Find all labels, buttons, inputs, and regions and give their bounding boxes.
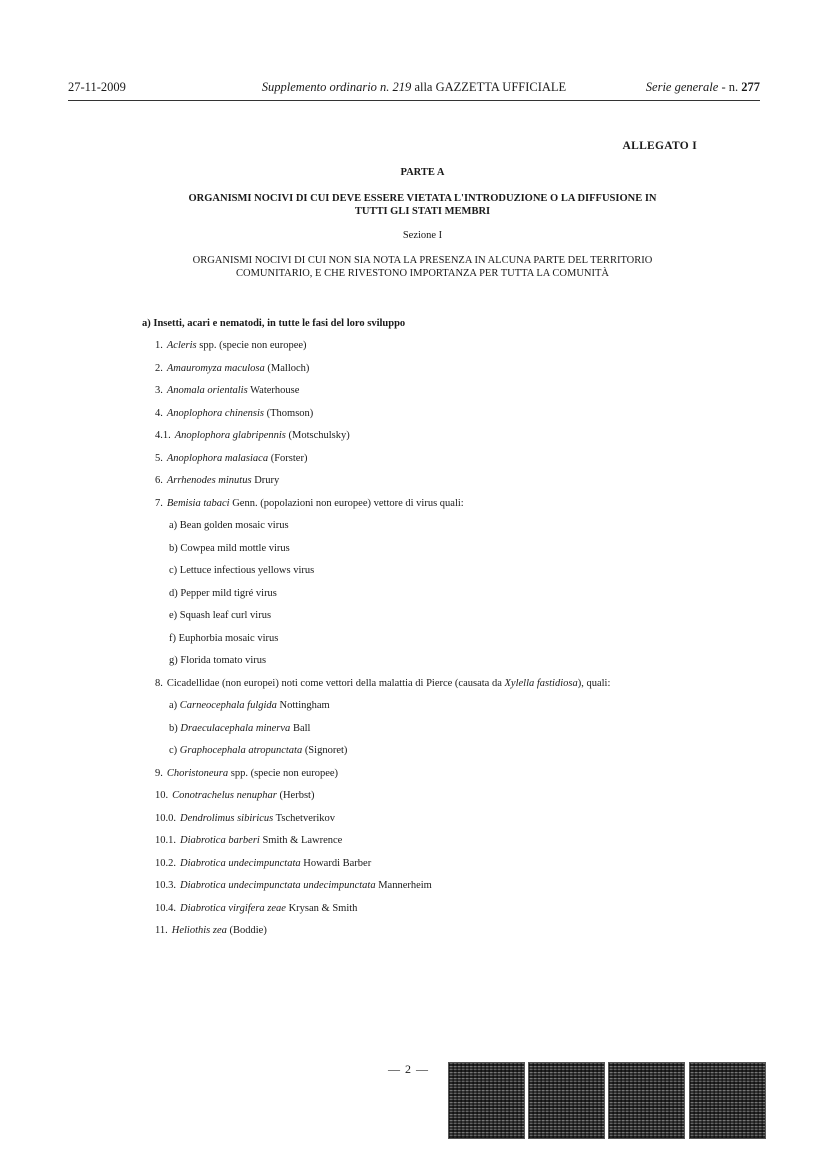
item-text: a) bbox=[169, 700, 180, 711]
list-subitem bbox=[155, 518, 755, 541]
list-subitem bbox=[155, 608, 755, 631]
barcode-image bbox=[528, 1062, 605, 1139]
organism-list bbox=[155, 338, 755, 946]
item-text-rest: Waterhouse bbox=[247, 385, 300, 396]
item-text-rest: spp. (specie non europee) bbox=[228, 767, 339, 779]
item-species-name: Xylella fastidiosa bbox=[504, 677, 578, 689]
list-item bbox=[155, 766, 755, 789]
item-text: g) Florida tomato virus bbox=[169, 655, 267, 666]
item-number: 1. bbox=[155, 340, 163, 351]
header-series bbox=[646, 80, 760, 95]
list-item bbox=[155, 473, 755, 496]
list-item bbox=[155, 676, 755, 699]
item-species-name: Conotrachelus nenuphar bbox=[172, 790, 277, 801]
header-date: 27-11-2009 bbox=[68, 80, 126, 94]
barcode-image bbox=[608, 1062, 685, 1139]
list-item bbox=[155, 923, 755, 946]
item-species-name: Anoplophora chinensis bbox=[166, 407, 264, 419]
item-species-name: Choristoneura bbox=[166, 767, 229, 779]
page-number: — 2 — bbox=[388, 1062, 429, 1076]
header-publication-rest: alla GAZZETTA UFFICIALE bbox=[411, 80, 567, 94]
item-number: 10. bbox=[155, 790, 169, 801]
item-text: Cicadellidae (non europei) noti come vettori della malattia di Pierce (causata da bbox=[166, 677, 505, 689]
item-text-rest: Krysan & Smith bbox=[285, 902, 358, 914]
item-number: 8. bbox=[155, 677, 163, 689]
list-subitem bbox=[155, 698, 755, 721]
item-text-rest: ), quali: bbox=[577, 677, 611, 689]
header-publication-italic: Supplemento ordinario n. 219 bbox=[261, 80, 412, 94]
item-text: a) Bean golden mosaic virus bbox=[169, 520, 289, 531]
item-text-rest: Tschetverikov bbox=[273, 812, 336, 824]
list-item bbox=[155, 361, 755, 384]
item-text-rest: (Malloch) bbox=[264, 362, 310, 374]
section-title-line1: ORGANISMI NOCIVI DI CUI NON SIA NOTA LA PRESENZA IN ALCUNA PARTE DEL TERRITORIO bbox=[192, 255, 653, 266]
main-title-line1: ORGANISMI NOCIVI DI CUI DEVE ESSERE VIETATA L'INTRODUZIONE O LA DIFFUSIONE IN bbox=[188, 193, 657, 204]
list-item bbox=[155, 901, 755, 924]
parte-heading: PARTE A bbox=[400, 167, 445, 178]
header-rule bbox=[68, 100, 760, 101]
list-item bbox=[155, 811, 755, 834]
item-text-rest: Genn. (popolazioni non europee) vettore di virus quali: bbox=[229, 497, 464, 509]
list-item bbox=[155, 338, 755, 361]
item-species-name: Draeculacephala minerva bbox=[180, 722, 291, 734]
item-number: 2. bbox=[155, 362, 163, 374]
list-item bbox=[155, 833, 755, 856]
item-text: c) bbox=[169, 745, 180, 756]
item-text: f) Euphorbia mosaic virus bbox=[169, 632, 279, 644]
item-text-rest: Smith & Lawrence bbox=[259, 835, 343, 846]
item-species-name: Carneocephala fulgida bbox=[179, 700, 277, 711]
item-number: 6. bbox=[155, 475, 163, 486]
item-text: e) Squash leaf curl virus bbox=[169, 610, 272, 621]
list-item bbox=[155, 406, 755, 429]
item-number: 10.0. bbox=[155, 812, 176, 824]
item-text-rest: (Boddie) bbox=[226, 925, 267, 936]
list-subitem bbox=[155, 631, 755, 654]
list-item bbox=[155, 451, 755, 474]
item-text-rest: (Motschulsky) bbox=[285, 430, 350, 441]
item-species-name: Diabrotica undecimpunctata bbox=[180, 857, 301, 869]
item-number: 11. bbox=[155, 925, 168, 936]
item-species-name: Dendrolimus sibiricus bbox=[180, 812, 274, 824]
item-number: 10.2. bbox=[155, 857, 176, 869]
item-species-name: Bemisia tabaci bbox=[166, 497, 230, 509]
main-title bbox=[150, 192, 695, 218]
item-species-name: Diabrotica undecimpunctata undecimpunctata bbox=[180, 880, 376, 891]
item-text-rest: (Signoret) bbox=[302, 745, 348, 756]
item-number: 10.1. bbox=[155, 835, 176, 846]
page-header bbox=[68, 80, 760, 98]
item-species-name: Anomala orientalis bbox=[166, 385, 248, 396]
list-item bbox=[155, 496, 755, 519]
item-number: 10.4. bbox=[155, 902, 176, 914]
item-text: c) Lettuce infectious yellows virus bbox=[169, 565, 315, 576]
barcode-image bbox=[448, 1062, 525, 1139]
section-title bbox=[150, 254, 695, 280]
item-number: 10.3. bbox=[155, 880, 176, 891]
list-item bbox=[155, 428, 755, 451]
list-subitem bbox=[155, 563, 755, 586]
item-species-name: Anoplophora glabripennis bbox=[174, 430, 286, 441]
list-subitem bbox=[155, 721, 755, 744]
list-item bbox=[155, 383, 755, 406]
header-issue: 277 bbox=[741, 80, 760, 94]
item-text-rest: Ball bbox=[290, 722, 311, 734]
item-number: 3. bbox=[155, 385, 163, 396]
list-item bbox=[155, 856, 755, 879]
list-subitem bbox=[155, 541, 755, 564]
item-text: b) Cowpea mild mottle virus bbox=[169, 542, 290, 554]
item-text-rest: (Forster) bbox=[268, 452, 308, 464]
list-item bbox=[155, 878, 755, 901]
section-heading: Sezione I bbox=[402, 230, 443, 241]
item-number: 7. bbox=[155, 497, 163, 509]
barcode-image bbox=[689, 1062, 766, 1139]
item-species-name: Heliothis zea bbox=[171, 925, 227, 936]
section-title-line2: COMUNITARIO, E CHE RIVESTONO IMPORTANZA PER TUTTA LA COMUNITÀ bbox=[235, 268, 609, 279]
item-species-name: Anoplophora malasiaca bbox=[166, 452, 269, 464]
item-number: 4. bbox=[155, 407, 163, 419]
header-series-italic: Serie generale bbox=[645, 80, 719, 94]
item-species-name: Diabrotica virgifera zeae bbox=[180, 902, 286, 914]
item-text: d) Pepper mild tigré virus bbox=[169, 587, 277, 599]
list-subitem bbox=[155, 653, 755, 676]
item-text: b) bbox=[169, 722, 181, 734]
item-text-rest: (Herbst) bbox=[276, 790, 315, 801]
item-species-name: Arrhenodes minutus bbox=[166, 475, 252, 486]
main-title-line2: TUTTI GLI STATI MEMBRI bbox=[354, 206, 491, 217]
item-species-name: Acleris bbox=[166, 340, 197, 351]
list-subitem bbox=[155, 743, 755, 766]
item-number: 9. bbox=[155, 767, 163, 779]
item-species-name: Graphocephala atropunctata bbox=[179, 745, 303, 756]
item-number: 5. bbox=[155, 452, 163, 464]
item-text-rest: Nottingham bbox=[276, 700, 330, 711]
allegato-heading: ALLEGATO I bbox=[622, 140, 697, 152]
item-text-rest: Mannerheim bbox=[375, 880, 432, 891]
item-text-rest: Howardi Barber bbox=[300, 857, 372, 869]
item-species-name: Diabrotica barberi bbox=[180, 835, 260, 846]
item-species-name: Amauromyza maculosa bbox=[166, 362, 265, 374]
item-text-rest: Drury bbox=[251, 475, 280, 486]
list-subitem bbox=[155, 586, 755, 609]
item-text-rest: (Thomson) bbox=[264, 407, 314, 419]
subsection-heading: a) Insetti, acari e nematodi, in tutte le fasi del loro sviluppo bbox=[142, 318, 406, 329]
item-text-rest: spp. (specie non europee) bbox=[196, 340, 307, 351]
item-number: 4.1. bbox=[155, 430, 171, 441]
list-item bbox=[155, 788, 755, 811]
header-series-rest: - n. bbox=[718, 80, 742, 94]
